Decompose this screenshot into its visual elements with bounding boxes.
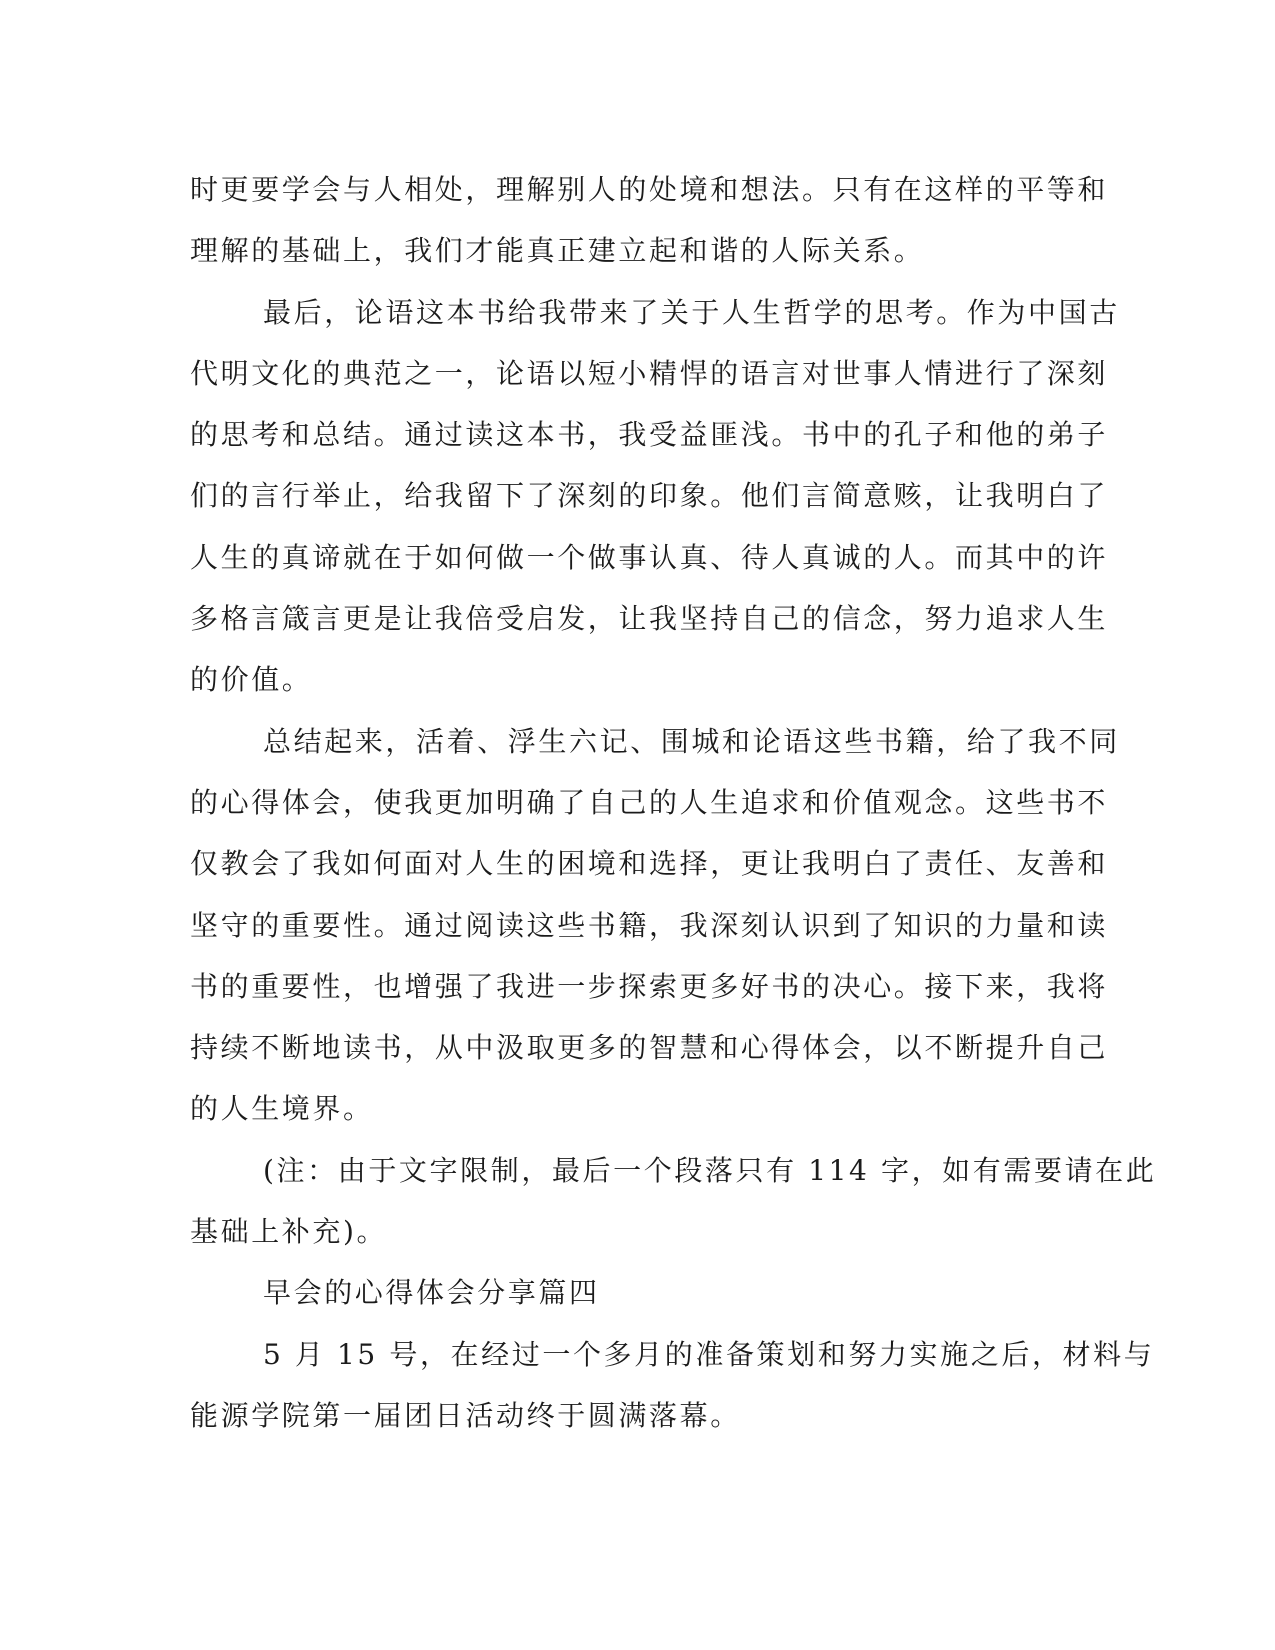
text-line-15: 持续不断地读书，从中汲取更多的智慧和心得体会，以不断提升自己 xyxy=(190,1031,1109,1065)
text-line-8: 多格言箴言更是让我倍受启发，让我坚持自己的信念，努力追求人生 xyxy=(190,602,1109,636)
text-line-14: 书的重要性，也增强了我进一步探索更多好书的决心。接下来，我将 xyxy=(190,969,1109,1003)
text-line-21: 能源学院第一届团日活动终于圆满落幕。 xyxy=(190,1398,741,1432)
text-line-12: 仅教会了我如何面对人生的困境和选择，更让我明白了责任、友善和 xyxy=(190,847,1109,881)
text-line-6: 们的言行举止，给我留下了深刻的印象。他们言简意赅，让我明白了 xyxy=(190,479,1109,513)
text-line-16: 的人生境界。 xyxy=(190,1092,374,1126)
text-line-4: 代明文化的典范之一，论语以短小精悍的语言对世事人情进行了深刻 xyxy=(190,356,1109,390)
document-body xyxy=(190,159,1157,1446)
paragraph-start-line: 总结起来，活着、浮生六记、围城和论语这些书籍，给了我不同 xyxy=(263,724,1120,758)
note-line: 基础上补充)。 xyxy=(190,1215,388,1249)
note-line: (注：由于文字限制，最后一个段落只有 114 字，如有需要请在此 xyxy=(263,1153,1157,1187)
text-line-2: 理解的基础上，我们才能真正建立起和谐的人际关系。 xyxy=(190,234,925,268)
text-line-5: 的思考和总结。通过读这本书，我受益匪浅。书中的孔子和他的弟子 xyxy=(190,418,1109,452)
text-line-1: 时更要学会与人相处，理解别人的处境和想法。只有在这样的平等和 xyxy=(190,173,1109,206)
text-line-13: 坚守的重要性。通过阅读这些书籍，我深刻认识到了知识的力量和读 xyxy=(190,908,1109,942)
text-line-7: 人生的真谛就在于如何做一个做事认真、待人真诚的人。而其中的许 xyxy=(190,540,1109,574)
section-title: 早会的心得体会分享篇四 xyxy=(263,1276,600,1310)
text-line-9: 的价值。 xyxy=(190,663,313,697)
paragraph-start-line: 最后，论语这本书给我带来了关于人生哲学的思考。作为中国古 xyxy=(263,295,1120,329)
text-line-11: 的心得体会，使我更加明确了自己的人生追求和价值观念。这些书不 xyxy=(190,785,1109,819)
paragraph-start-line: 5 月 15 号，在经过一个多月的准备策划和努力实施之后，材料与 xyxy=(263,1337,1155,1371)
